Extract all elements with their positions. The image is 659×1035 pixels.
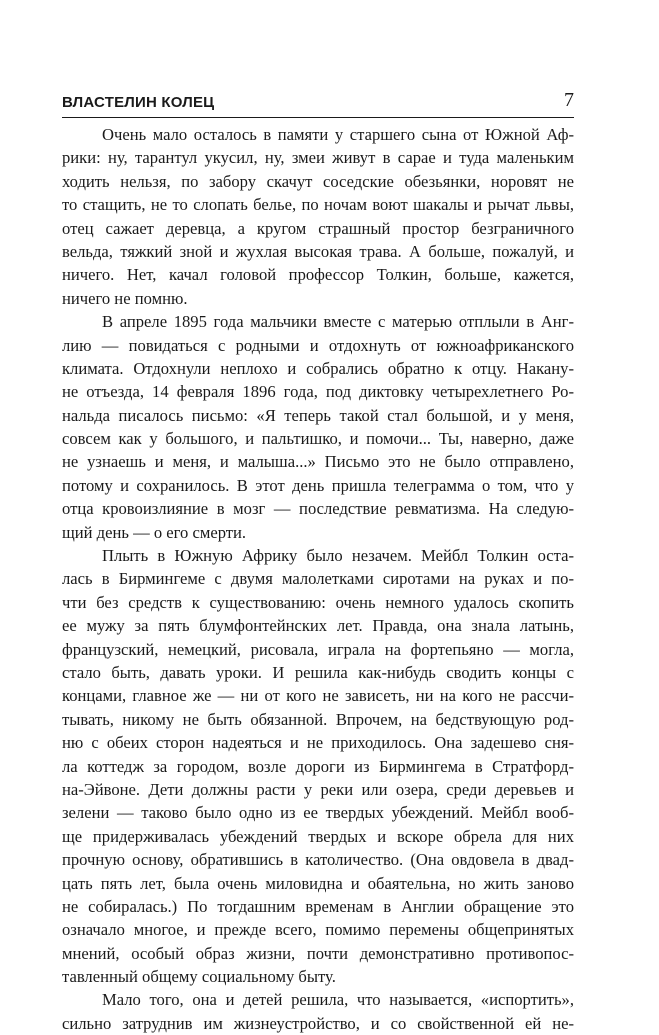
text-line: стало быть, давать уроки. И решила как-нибудь сводить концы с [62, 662, 574, 682]
text-line: совсем как у большого, и пальтишко, и помочи... Ты, наверно, даже [62, 429, 574, 449]
text-line: не собиралась.) По тогдашним временам в Англии обращение это [62, 896, 574, 916]
text-line: мнений, особый образ жизни, почти демонстративно противопос- [62, 943, 574, 963]
running-head [62, 89, 574, 114]
text-line: лась в Бирмингеме с двумя малолетками сиротами на руках и по- [62, 569, 574, 589]
page-number: 7 [564, 89, 574, 111]
text-line: щий день — о его смерти. [62, 522, 247, 542]
paragraph [62, 544, 574, 988]
text-line: отец сажает деревца, а кругом страшный простор безграничного [62, 218, 574, 238]
text-line: нальда писалось письмо: «Я теперь такой стал большой, и у меня, [62, 405, 574, 425]
text-line: цать пять лет, была очень миловидна и обаятельна, но жить заново [62, 873, 574, 893]
text-line: не отъезда, 14 февраля 1896 года, под диктовку четырехлетнего Ро- [62, 382, 574, 402]
text-line: потому и сохранилось. В этот день пришла телеграмма о том, что у [62, 475, 574, 495]
text-line: на-Эйвоне. Дети должны расти у реки или озера, среди деревьев и [62, 779, 574, 799]
text-line: ла коттедж за городом, возле дороги из Бирмингема в Стратфорд- [62, 756, 574, 776]
text-line: тывать, никому не быть обязанной. Впрочем, на бедствующую род- [62, 709, 574, 729]
text-line: французский, немецкий, рисовала, играла на фортепьяно — могла, [62, 639, 574, 659]
running-title: ВЛАСТЕЛИН КОЛЕЦ [62, 94, 215, 111]
text-line: Плыть в Южную Африку было незачем. Мейбл Толкин оста- [102, 546, 574, 566]
text-line: то стащить, не то слопать белье, по ночам воют шакалы и рычат львы, [62, 195, 574, 215]
text-line: зелени — таково было одно из ее твердых убеждений. Мейбл вооб- [62, 803, 574, 823]
text-line: ничего не помню. [62, 288, 188, 308]
paragraph [62, 123, 574, 310]
text-line: концами, главное же — ни от кого не зависеть, ни на кого не рассчи- [62, 686, 574, 706]
text-line: вельда, тяжкий зной и жухлая высокая трава. А больше, пожалуй, и [62, 241, 574, 261]
text-line: Мало того, она и детей решила, что называется, «испортить», [102, 990, 574, 1010]
body-text [62, 123, 574, 1035]
paragraph [62, 988, 574, 1035]
text-line: рики: ну, тарантул укусил, ну, змеи живут в сарае и туда маленьким [62, 148, 574, 168]
text-line: означало многое, и прежде всего, помимо перемены общепринятых [62, 920, 574, 940]
paragraph [62, 310, 574, 544]
text-line: ничего. Нет, качал головой профессор Толкин, больше, кажется, [62, 265, 574, 285]
text-line: В апреле 1895 года мальчики вместе с матерью отплыли в Анг- [102, 312, 574, 332]
text-line: сильно затруднив им жизнеустройство, и со свойственной ей не- [62, 1013, 574, 1033]
text-line: тавленный общему социальному быту. [62, 967, 336, 987]
text-line: Очень мало осталось в памяти у старшего сына от Южной Аф- [102, 125, 574, 144]
text-line: ходить нельзя, по забору скачут соседские обезьянки, норовят не [62, 171, 574, 191]
text-line: ще придерживалась убеждений твердых и вскоре обрела для них [62, 826, 574, 846]
text-line: климата. Отдохнули неплохо и собрались обратно к отцу. Накану- [62, 358, 574, 378]
text-line: ню с обеих сторон надеяться и не приходилось. Она задешево сня- [62, 733, 574, 753]
header-rule [62, 117, 574, 118]
text-line: не узнаешь и меня, и малыша...» Письмо это не было отправлено, [62, 452, 574, 472]
text-line: лию — повидаться с родными и отдохнуть от южноафриканского [62, 335, 574, 355]
text-line: прочную основу, обратившись в католичество. (Она овдовела в двад- [62, 850, 574, 870]
text-line: ее мужу за пять блумфонтейнских лет. Правда, она знала латынь, [62, 616, 574, 636]
text-line: отца кровоизлияние в мозг — последствие ревматизма. На следую- [62, 499, 574, 519]
text-line: чти без средств к существованию: очень немного удалось скопить [62, 592, 574, 612]
